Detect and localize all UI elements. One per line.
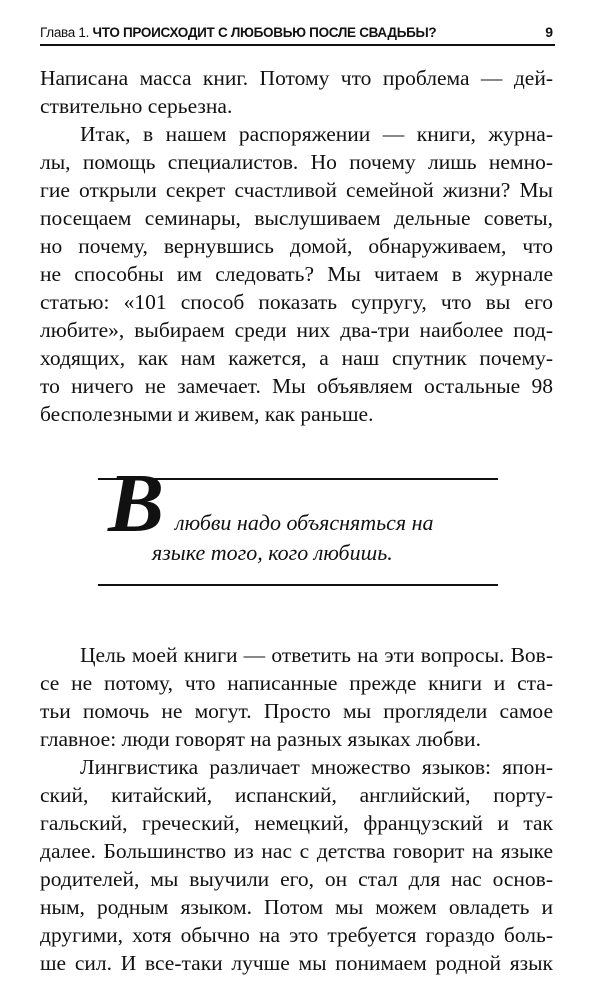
pull-quote xyxy=(98,457,498,586)
quote-line: любви надо объясняться на xyxy=(175,510,434,535)
text-line: ский, китайский, испанский, английский, порту- xyxy=(40,783,553,807)
body-text-bottom xyxy=(40,641,553,977)
paragraph xyxy=(40,641,553,753)
text-line: Написана масса книг. Потому что проблема — дей- xyxy=(40,66,553,90)
drop-cap: В xyxy=(108,457,165,550)
paragraph xyxy=(40,120,553,428)
text-line: главное: люди говорят на разных языках любви. xyxy=(40,727,481,751)
text-line: то ничего не замечает. Мы объявляем остальные 98 xyxy=(40,374,553,398)
text-line: родителей, мы выучили его, он стал для нас основ- xyxy=(40,867,553,891)
paragraph xyxy=(40,753,553,977)
body-text-top xyxy=(40,64,553,428)
chapter-heading xyxy=(40,25,436,40)
text-line: ствительно серьезна. xyxy=(40,94,233,118)
text-line: но почему, вернувшись домой, обнаруживаем, что xyxy=(40,234,553,258)
text-line: гальский, греческий, немецкий, французский и так xyxy=(40,811,553,835)
text-line: статью: «101 способ показать супругу, что вы его xyxy=(40,290,553,314)
running-header xyxy=(40,22,555,46)
text-line: Лингвистика различает множество языков: япон- xyxy=(80,755,553,779)
text-line: лы, помощь специалистов. Но почему лишь немно- xyxy=(40,150,553,174)
text-line: посещаем семинары, выслушиваем дельные советы, xyxy=(40,206,553,230)
text-line: другими, хотя обычно на это требуется гораздо боль- xyxy=(40,923,553,947)
text-line: любите», выбираем среди них два-три наиболее под- xyxy=(40,318,553,342)
text-line: тьи помочь не могут. Просто мы проглядели самое xyxy=(40,699,553,723)
text-line: Итак, в нашем распоряжении — книги, журна- xyxy=(80,122,553,146)
text-line: гие открыли секрет счастливой семейной жизни? Мы xyxy=(40,178,553,202)
text-line: не способны им следовать? Мы читаем в журнале xyxy=(40,262,553,286)
text-line: Цель моей книги — ответить на эти вопросы. Вов- xyxy=(80,643,553,667)
page-number: 9 xyxy=(545,24,553,40)
text-line: ходящих, как нам кажется, а наш спутник почему- xyxy=(40,346,553,370)
text-line: ным, родным языком. Потом мы можем овладеть и xyxy=(40,895,553,919)
chapter-label: Глава 1. xyxy=(40,25,90,40)
text-line: се не потому, что написанные прежде книги и ста- xyxy=(40,671,553,695)
text-line: бесполезными и живем, как раньше. xyxy=(40,402,374,426)
paragraph xyxy=(40,64,553,120)
text-line: далее. Большинство из нас с детства говорит на языке xyxy=(40,839,553,863)
quote-line: языке того, кого любишь. xyxy=(152,540,393,565)
quote-bottom-rule xyxy=(98,584,498,586)
chapter-title: ЧТО ПРОИСХОДИТ С ЛЮБОВЬЮ ПОСЛЕ СВАДЬБЫ? xyxy=(92,25,437,40)
text-line: ше сил. И все-таки лучше мы понимаем родной язык xyxy=(40,951,553,975)
